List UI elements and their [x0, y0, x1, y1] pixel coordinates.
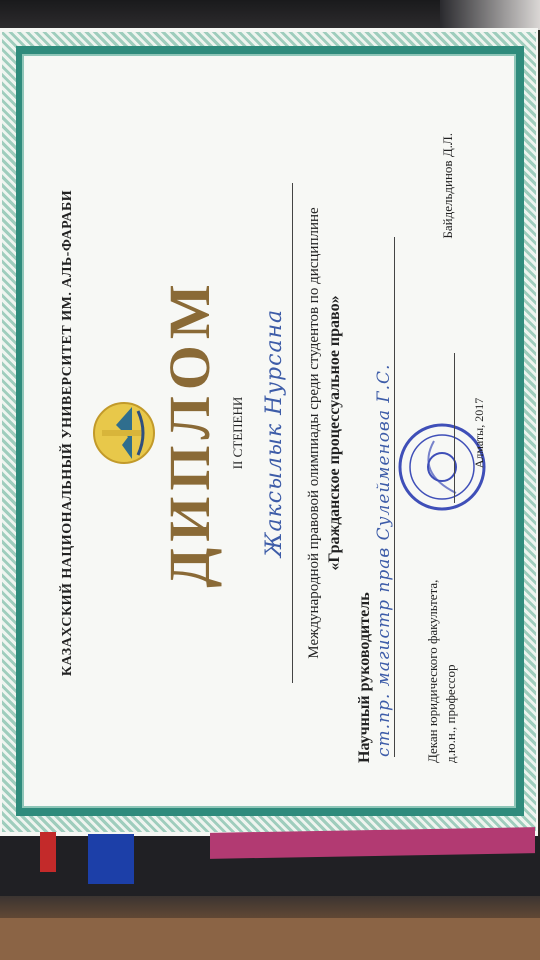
university-name: КАЗАХСКИЙ НАЦИОНАЛЬНЫЙ УНИВЕРСИТЕТ ИМ. АЛЬ-ФАРАБИ	[60, 189, 75, 677]
wooden-table	[0, 918, 540, 960]
dean-title-line2: д.ю.н., профессор	[443, 664, 458, 763]
olympiad-description: Международной правовой олимпиады среди студентов по дисциплине	[306, 207, 322, 659]
recipient-name: Жаксылык Нурсана	[262, 308, 287, 558]
blue-sticker	[88, 834, 134, 884]
dean-title-line1: Декан юридического факультета,	[425, 579, 440, 763]
supervisor-row	[356, 93, 395, 763]
red-sticker	[40, 832, 56, 872]
dean-title	[424, 580, 460, 763]
supervisor-label: Научный руководитель	[356, 592, 373, 763]
diploma-degree: II СТЕПЕНИ	[230, 396, 245, 470]
dean-signature-line	[454, 353, 455, 503]
diploma-content	[44, 63, 494, 803]
olympiad-subject: «Гражданское процессуальное право»	[326, 295, 343, 571]
recipient-line	[262, 183, 293, 683]
city-year: Алматы, 2017	[472, 397, 486, 469]
window-glare	[440, 0, 540, 30]
diploma-paper	[0, 28, 538, 838]
diploma-title: ДИПЛОМ	[157, 278, 222, 588]
dean-name: Байдельдинов Д.Л.	[440, 133, 455, 239]
supervisor-name: ст.пр. магистр прав Сулейменова Г.С.	[374, 237, 395, 757]
university-emblem-icon	[92, 401, 156, 465]
